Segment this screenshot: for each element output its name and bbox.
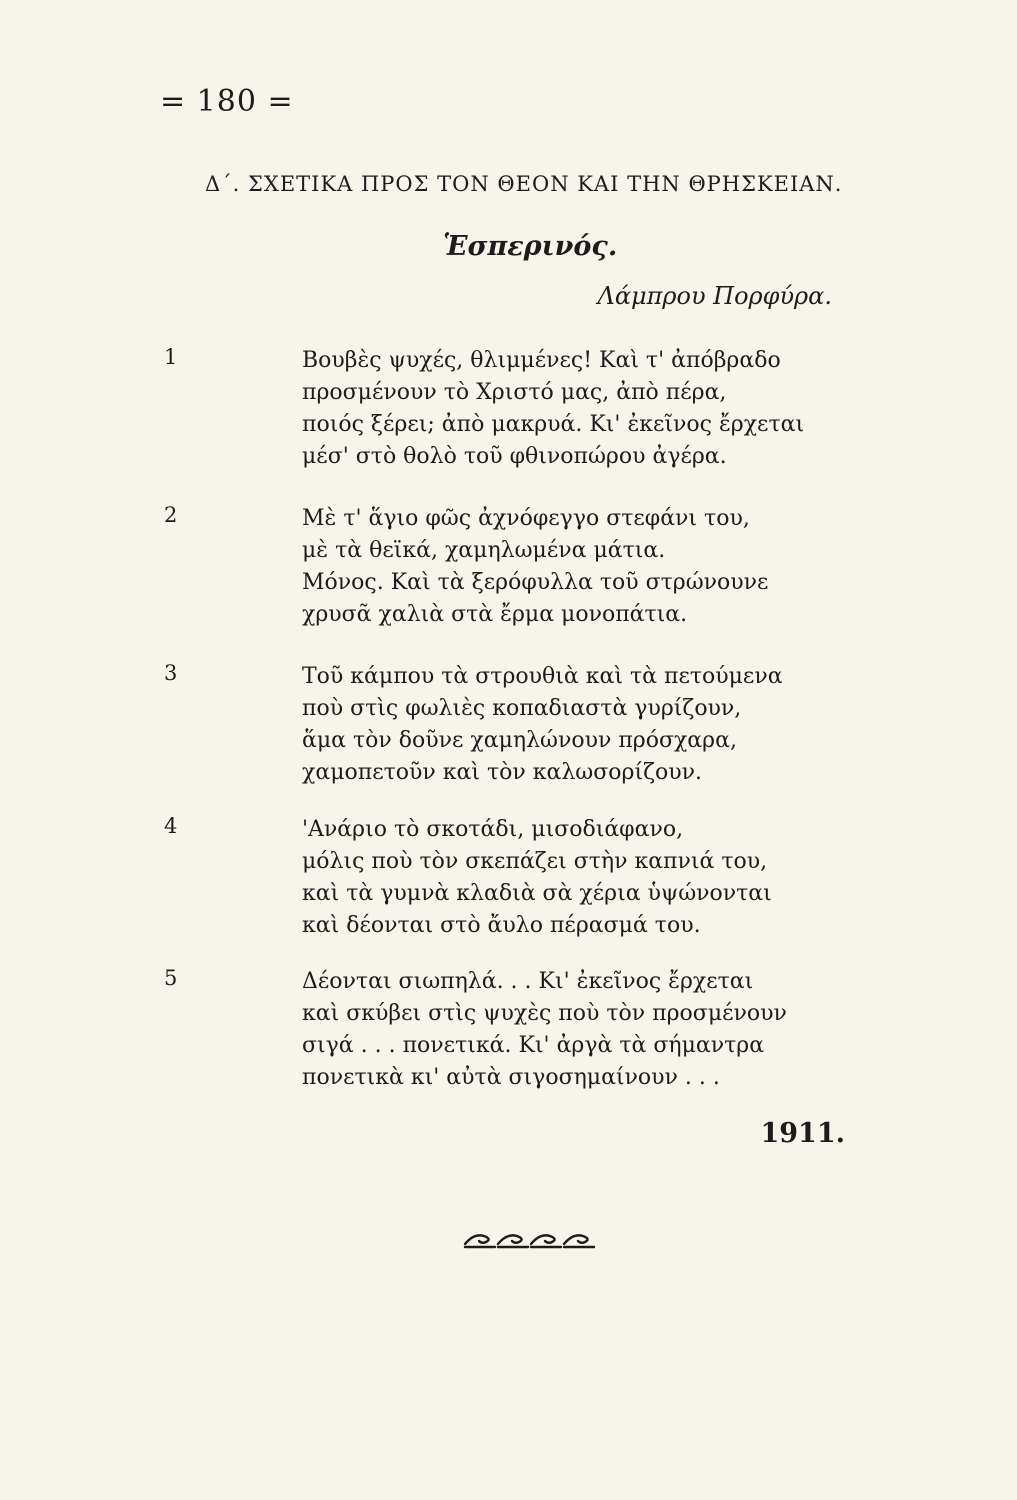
poem-line: Μὲ τ' ἅγιο φῶς ἀχνόφεγγο στεφάνι του,: [302, 506, 750, 531]
stanza-number: 5: [164, 966, 178, 990]
page-number: = 180 =: [160, 84, 294, 119]
poem-line: ποὺ στὶς φωλιὲς κοπαδιαστὰ γυρίζουν,: [302, 696, 742, 721]
poem-line: προσμένουν τὸ Χριστό μας, ἀπὸ πέρα,: [302, 380, 727, 405]
poem-title: Ἑσπερινός.: [443, 231, 618, 262]
poem-year: 1911.: [760, 1118, 845, 1149]
stanza-number: 4: [164, 814, 178, 838]
poem-line: μὲ τὰ θεϊκά, χαμηλωμένα μάτια.: [302, 538, 666, 563]
poem-line: μόλις ποὺ τὸν σκεπάζει στὴν καπνιά του,: [302, 849, 768, 874]
poem-line: καὶ σκύβει στὶς ψυχὲς ποὺ τὸν προσμένουν: [302, 1001, 787, 1026]
poem-line: χρυσᾶ χαλιὰ στὰ ἔρμα μονοπάτια.: [302, 602, 688, 627]
poem-line: πονετικὰ κι' αὐτὰ σιγοσημαίνουν . . .: [302, 1065, 720, 1090]
poem-line: ποιός ξέρει; ἀπὸ μακρυά. Κι' ἐκεῖνος ἔρχεται: [302, 412, 805, 437]
poem-line: ἅμα τὸν δοῦνε χαμηλώνουν πρόσχαρα,: [302, 728, 737, 753]
poem-line: σιγά . . . πονετικά. Κι' ἀργὰ τὰ σήμαντρα: [302, 1033, 765, 1058]
poem-line: Βουβὲς ψυχές, θλιμμένες! Καὶ τ' ἀπόβραδο: [302, 348, 781, 373]
poem-line: Δέονται σιωπηλά. . . Κι' ἐκεῖνος ἔρχεται: [302, 969, 754, 994]
poem-line: Τοῦ κάμπου τὰ στρουθιὰ καὶ τὰ πετούμενα: [302, 664, 783, 689]
poem-line: 'Ανάριο τὸ σκοτάδι, μισοδιάφανο,: [302, 817, 684, 842]
poem-line: καὶ τὰ γυμνὰ κλαδιὰ σὰ χέρια ὑψώνονται: [302, 881, 772, 906]
poem-line: καὶ δέονται στὸ ἄυλο πέρασμά του.: [302, 913, 701, 938]
poem-line: χαμοπετοῦν καὶ τὸν καλωσορίζουν.: [302, 760, 702, 785]
poem-line: Μόνος. Καὶ τὰ ξερόφυλλα τοῦ στρώνουνε: [302, 570, 769, 595]
wave-ornament-icon: [462, 1227, 598, 1255]
stanza-number: 3: [164, 661, 178, 685]
stanza-number: 1: [164, 345, 178, 369]
poem-line: μέσ' στὸ θολὸ τοῦ φθινοπώρου ἀγέρα.: [302, 444, 727, 469]
section-heading: Δ΄. ΣΧΕΤΙΚΑ ΠΡΟΣ ΤΟΝ ΘΕΟΝ ΚΑΙ ΤΗΝ ΘΡΗΣΚΕΙΑΝ.: [205, 172, 843, 196]
poem-author: Λάμπρου Πορφύρα.: [597, 282, 832, 310]
stanza-number: 2: [164, 503, 178, 527]
